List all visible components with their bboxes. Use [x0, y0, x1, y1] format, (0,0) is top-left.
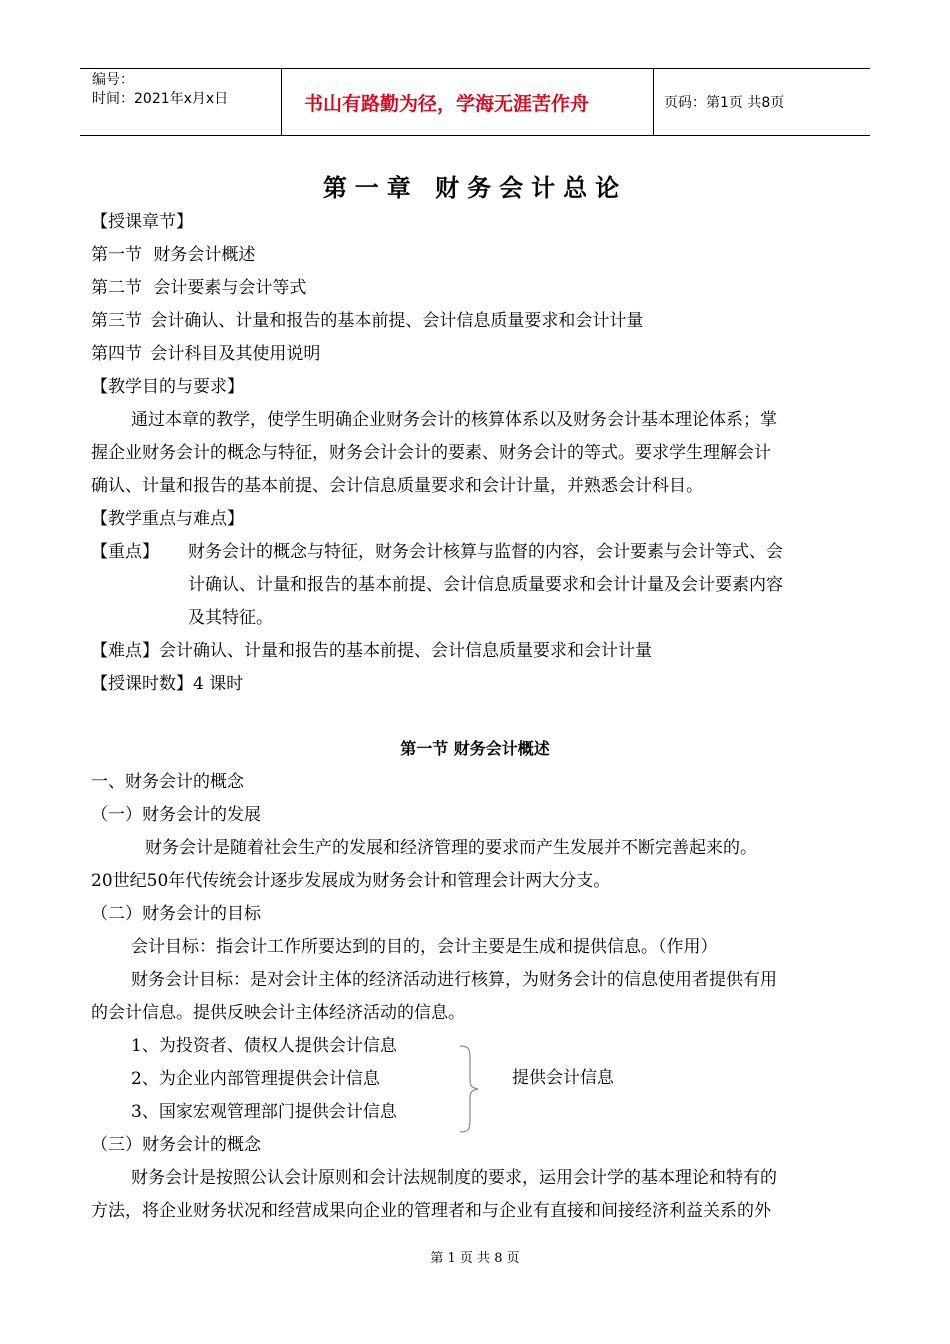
- section-heading: 【教学目的与要求】: [91, 377, 244, 397]
- list-item: 2、为企业内部管理提供会计信息: [131, 1069, 380, 1089]
- paragraph-line: 通过本章的教学，使学生明确企业财务会计的核算体系以及财务会计基本理论体系；掌: [131, 410, 777, 430]
- list-item: 1、为投资者、债权人提供会计信息: [131, 1036, 397, 1056]
- chapter-item: 第三节 会计确认、计量和报告的基本前提、会计信息质量要求和会计计量: [91, 311, 644, 331]
- time-label: 时间：2021年x月x日: [92, 91, 229, 107]
- paragraph-line: 财务会计的概念与特征，财务会计核算与监督的内容，会计要素与会计等式、会: [188, 542, 783, 562]
- header-motto-cell: [282, 69, 654, 135]
- section-title: 第一节 财务会计概述: [400, 739, 550, 758]
- subheading: （三）财务会计的概念: [91, 1135, 261, 1155]
- paragraph-line: 确认、计量和报告的基本前提、会计信息质量要求和会计计量，并熟悉会计科目。: [91, 476, 703, 496]
- page-title: 第一章 财务会计总论: [322, 174, 628, 202]
- chapter-item: 第二节 会计要素与会计等式: [91, 278, 307, 298]
- header-meta-cell: [80, 69, 282, 135]
- paragraph-line: 财务会计目标：是对会计主体的经济活动进行核算，为财务会计的信息使用者提供有用: [131, 970, 777, 990]
- paragraph-line: 20世纪50年代传统会计逐步发展成为财务会计和管理会计两大分支。: [91, 871, 611, 891]
- difficulty-line: 【难点】会计确认、计量和报告的基本前提、会计信息质量要求和会计计量: [91, 641, 652, 661]
- subheading: （二）财务会计的目标: [91, 904, 261, 924]
- paragraph-line: 财务会计是随着社会生产的发展和经济管理的要求而产生发展并不断完善起来的。: [145, 838, 757, 858]
- section-heading: 【授课章节】: [91, 212, 193, 232]
- hours-line: 【授课时数】4 课时: [91, 674, 244, 694]
- right-brace-icon: [458, 1044, 482, 1134]
- paragraph-line: 握企业财务会计的概念与特征，财务会计会计的要素、财务会计的等式。要求学生理解会计: [91, 443, 771, 463]
- section-heading: 【教学重点与难点】: [91, 509, 244, 529]
- paragraph-line: 计确认、计量和报告的基本前提、会计信息质量要求和会计计量及会计要素内容: [188, 575, 783, 595]
- paragraph-line: 财务会计是按照公认会计原则和会计法规制度的要求，运用会计学的基本理论和特有的: [131, 1168, 777, 1188]
- number-label: 编号：: [92, 72, 134, 88]
- paragraph-line: 会计目标：指会计工作所要达到的目的，会计主要是生成和提供信息。（作用）: [131, 937, 718, 957]
- page-footer: 第 1 页 共 8 页: [430, 1251, 520, 1266]
- motto-text: 书山有路勤为径，学海无涯苦作舟: [304, 92, 590, 115]
- subheading: （一）财务会计的发展: [91, 805, 261, 825]
- chapter-item: 第四节 会计科目及其使用说明: [91, 344, 321, 364]
- paragraph-line: 的会计信息。提供反映会计主体经济活动的信息。: [91, 1003, 465, 1023]
- page-info: 页码：第1页 共8页: [664, 95, 785, 111]
- header-table: [80, 68, 870, 136]
- paragraph-line: 及其特征。: [188, 608, 273, 628]
- header-page-cell: [654, 69, 870, 135]
- chapter-item: 第一节 财务会计概述: [91, 245, 256, 265]
- paragraph-line: 方法，将企业财务状况和经营成果向企业的管理者和与企业有直接和间接经济利益关系的外: [91, 1201, 771, 1221]
- key-point-label: 【重点】: [91, 542, 159, 562]
- list-item: 3、国家宏观管理部门提供会计信息: [131, 1102, 397, 1122]
- subheading: 一、财务会计的概念: [91, 772, 244, 792]
- brace-label: 提供会计信息: [512, 1068, 614, 1088]
